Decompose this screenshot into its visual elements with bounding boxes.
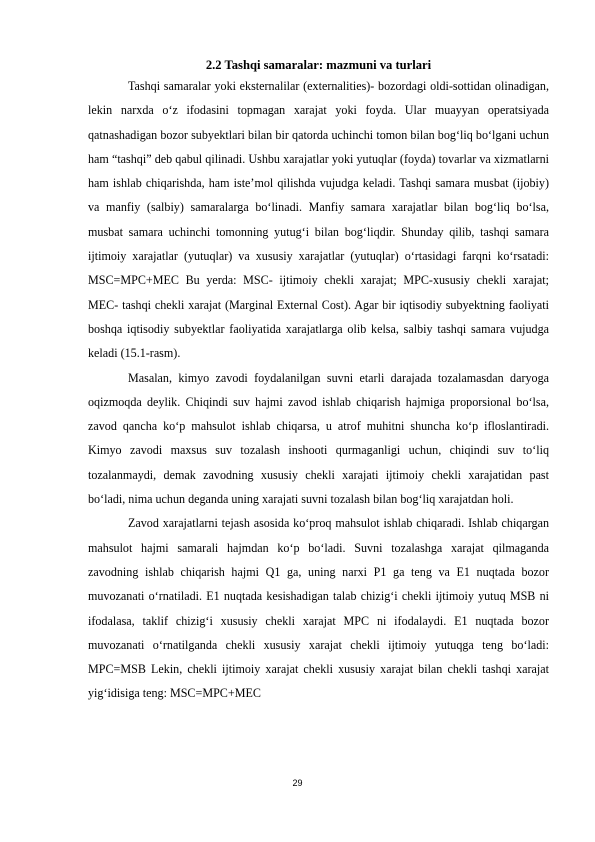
section-title: 2.2 Tashqi samaralar: mazmuni va turlari: [205, 58, 432, 72]
page-number: 29: [292, 778, 303, 788]
body-text: [88, 74, 549, 706]
paragraph-1: Tashqi samaralar yoki eksternalilar (externalities)- bozordagi oldi-sottidan olinadigan, lekin narxda o‘z ifodasini topmagan xarajat yoki foyda. Ular muayyan operatsiyada qatnashadigan bozor subyektlari bilan bir qatorda uchinchi tomon bilan bog‘liq bo‘lgani uchun ham “tashqi” deb qabul qilinadi. Ushbu xarajatlar yoki yutuqlar (foyda) tovarlar va xizmatlarni ham ishlab chiqarishda, ham iste’mol qilishda vujudga keladi. Tashqi samara musbat (ijobiy) va manfiy (salbiy) samaralarga bo‘linadi. Manfiy samara xarajatlar bilan bog‘liq bo‘lsa, musbat samara uchinchi tomonning yutug‘i bilan bog‘liqdir. Shunday qilib, tashqi samara ijtimoiy xarajatlar (yutuqlar) va xususiy xarajatlar (yutuqlar) o‘rtasidagi farqni ko‘rsatadi: MSC=MPC+MEC Bu yerda: MSC- ijtimoiy chekli xarajat; MPC-xususiy chekli xarajat; MEC- tashqi chekli xarajat (Marginal External Cost). Agar bir iqtisodiy subyektning faoliyati boshqa iqtisodiy subyektlar faoliyatida xarajatlarga olib kelsa, salbiy tashqi samara vujudga keladi (15.1-rasm).: [88, 79, 549, 361]
paragraph-2: Masalan, kimyo zavodi foydalanilgan suvni etarli darajada tozalamasdan daryoga oqizmoqda deylik. Chiqindi suv hajmi zavod ishlab chiqarish hajmiga proporsional bo‘lsa, zavod qancha ko‘p mahsulot ishlab chiqarsa, u atrof muhitni shuncha ko‘p ifloslantiradi. Kimyo zavodi maxsus suv tozalash inshooti qurmaganligi uchun, chiqindi suv to‘liq tozalanmaydi, demak zavodning xususiy chekli xarajati ijtimoiy chekli xarajatidan past bo‘ladi, nima uchun deganda uning xarajati suvni tozalash bilan bog‘liq xarajatdan holi.: [88, 370, 549, 507]
paragraph-3: Zavod xarajatlarni tejash asosida ko‘proq mahsulot ishlab chiqaradi. Ishlab chiqargan mahsulot hajmi samarali hajmdan ko‘p bo‘ladi. Suvni tozalashga xarajat qilmaganda zavodning ishlab chiqarish hajmi Q1 ga, uning narxi P1 ga teng va E1 nuqtada bozor muvozanati o‘rnatiladi. E1 nuqtada kesishadigan talab chizig‘i chekli ijtimoiy yutuq MSB ni ifodalasa, taklif chizig‘i xususiy chekli xarajat MPC ni ifodalaydi. E1 nuqtada bozor muvozanati o‘rnatilganda chekli xususiy xarajat chekli ijtimoiy yutuqga teng bo‘ladi: MPC=MSB Lekin, chekli ijtimoiy xarajat chekli xususiy xarajat bilan chekli tashqi xarajat yig‘idisiga teng: MSC=MPC+MEC: [88, 516, 549, 701]
